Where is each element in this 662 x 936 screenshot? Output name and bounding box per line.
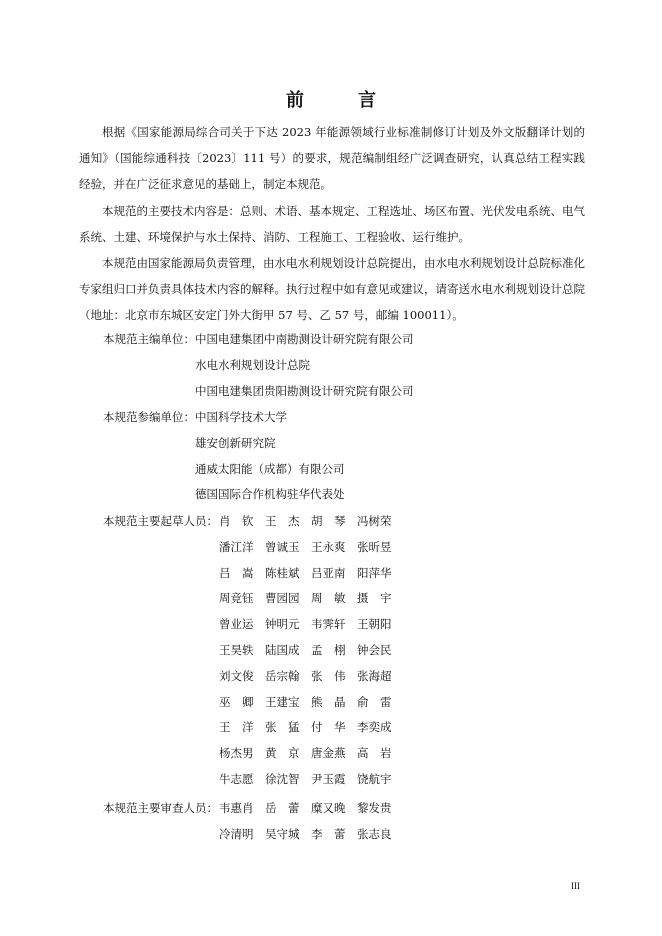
person-name: 潘江洋 — [219, 539, 254, 554]
person-name: 张 猛 — [265, 720, 300, 735]
drafters-names — [219, 509, 403, 793]
person-name: 牛志愿 — [219, 771, 254, 786]
person-name: 黎发贵 — [357, 801, 392, 815]
drafters-row — [219, 741, 403, 767]
person-name: 曾诚玉 — [265, 539, 300, 554]
reviewers-names — [219, 796, 403, 848]
person-name: 韦惠肖 — [219, 801, 254, 815]
person-name: 王昊轶 — [219, 642, 254, 657]
person-name: 吕亚南 — [311, 565, 346, 580]
person-name: 孟 栩 — [311, 642, 346, 657]
participating-unit-item: 中国科学技术大学 — [195, 410, 287, 424]
person-name: 钟明元 — [265, 617, 300, 632]
participating-unit-item: 通威太阳能（成都）有限公司 — [195, 461, 345, 476]
person-name: 巫 卿 — [219, 694, 254, 709]
chief-units-label: 本规范主编单位： — [103, 332, 195, 346]
person-name: 吴守城 — [265, 826, 300, 841]
person-name: 张昕昱 — [357, 539, 392, 554]
chief-unit-item: 中国电建集团贵阳勘测设计研究院有限公司 — [195, 383, 414, 398]
person-name: 肖 钦 — [219, 514, 254, 528]
person-name: 王建宝 — [265, 694, 300, 709]
person-name: 王 洋 — [219, 720, 254, 735]
drafters-row — [219, 535, 403, 561]
drafters-row — [219, 561, 403, 587]
person-name: 张海超 — [357, 668, 392, 683]
person-name: 张志良 — [357, 826, 392, 841]
person-name: 尹玉霞 — [311, 771, 346, 786]
person-name: 胡 琴 — [311, 514, 346, 528]
drafters-row — [219, 638, 403, 664]
person-name: 李 蕾 — [311, 826, 346, 841]
person-name: 张 伟 — [311, 668, 346, 683]
page-number: III — [571, 881, 580, 891]
person-name: 周 敏 — [311, 591, 346, 606]
person-name: 阳萍华 — [357, 565, 392, 580]
participating-units-label: 本规范参编单位： — [103, 410, 195, 424]
person-name: 岳 蕾 — [265, 801, 300, 815]
person-name: 熊 晶 — [311, 694, 346, 709]
reviewers-label: 本规范主要审查人员： — [103, 801, 218, 815]
person-name: 俞 雷 — [357, 694, 392, 709]
person-name: 李奕成 — [357, 720, 392, 735]
person-name: 周竞钰 — [219, 591, 254, 606]
page-title: 前 言 — [286, 90, 394, 111]
person-name: 王朝阳 — [357, 617, 392, 632]
person-name: 高 岩 — [357, 746, 392, 761]
reviewers-row — [219, 796, 403, 822]
person-name: 韦霁轩 — [311, 617, 346, 632]
drafters-row — [219, 664, 403, 690]
person-name: 杨杰男 — [219, 746, 254, 761]
person-name: 付 华 — [311, 720, 346, 735]
chief-unit-item: 水电水利规划设计总院 — [195, 357, 310, 372]
person-name: 吕 嵩 — [219, 565, 254, 580]
person-name: 刘文俊 — [219, 668, 254, 683]
person-name: 徐沈智 — [265, 771, 300, 786]
chief-unit-item: 中国电建集团中南勘测设计研究院有限公司 — [195, 332, 414, 346]
participating-unit-item: 雄安创新研究院 — [195, 435, 276, 450]
person-name: 岳宗翰 — [265, 668, 300, 683]
participating-units-list — [195, 405, 345, 508]
person-name: 陆国成 — [265, 642, 300, 657]
drafters-row — [219, 690, 403, 716]
person-name: 陈桂斌 — [265, 565, 300, 580]
paragraph-management: 本规范由国家能源局负责管理，由水电水利规划设计总院提出，由水电水利规划设计总院标准化专家组归口并负责具体技术内容的解释。执行过程中如有意见或建议，请寄送水电水利规划设计总院（地址：北京市东城区安定门外大街甲 57 号、乙 57 号，邮编 100011）。 — [79, 256, 585, 322]
drafters-row — [219, 715, 403, 741]
paragraph-basis: 根据《国家能源局综合司关于下达 2023 年能源领域行业标准制修订计划及外文版翻译计划的通知》（国能综通科技〔2023〕111 号）的要求，规范编制组经广泛调查研究，认真总结工程实践经验，并在广泛征求意见的基础上，制定本规范。 — [79, 125, 585, 191]
drafters-row — [219, 612, 403, 638]
participating-unit-item: 德国国际合作机构驻华代表处 — [195, 487, 345, 502]
chief-units-list — [195, 327, 414, 404]
drafters-row — [219, 509, 403, 535]
person-name: 冷清明 — [219, 826, 254, 841]
drafters-row — [219, 586, 403, 612]
person-name: 曹园园 — [265, 591, 300, 606]
person-name: 黄 京 — [265, 746, 300, 761]
paragraph-main-contents: 本规范的主要技术内容是：总则、术语、基本规定、工程选址、场区布置、光伏发电系统、电气系统、土建、环境保护与水土保持、消防、工程施工、工程验收、运行维护。 — [79, 204, 585, 244]
reviewers-row — [219, 822, 403, 848]
person-name: 王永爽 — [311, 539, 346, 554]
person-name: 钟会民 — [357, 642, 392, 657]
person-name: 唐金燕 — [311, 746, 346, 761]
drafters-label: 本规范主要起草人员： — [103, 514, 218, 528]
person-name: 糜又晚 — [311, 801, 346, 815]
person-name: 摄 宇 — [357, 591, 392, 606]
person-name: 冯树荣 — [357, 514, 392, 528]
person-name: 王 杰 — [265, 514, 300, 528]
person-name: 饶航宇 — [357, 771, 392, 786]
drafters-row — [219, 767, 403, 793]
person-name: 曾业运 — [219, 617, 254, 632]
